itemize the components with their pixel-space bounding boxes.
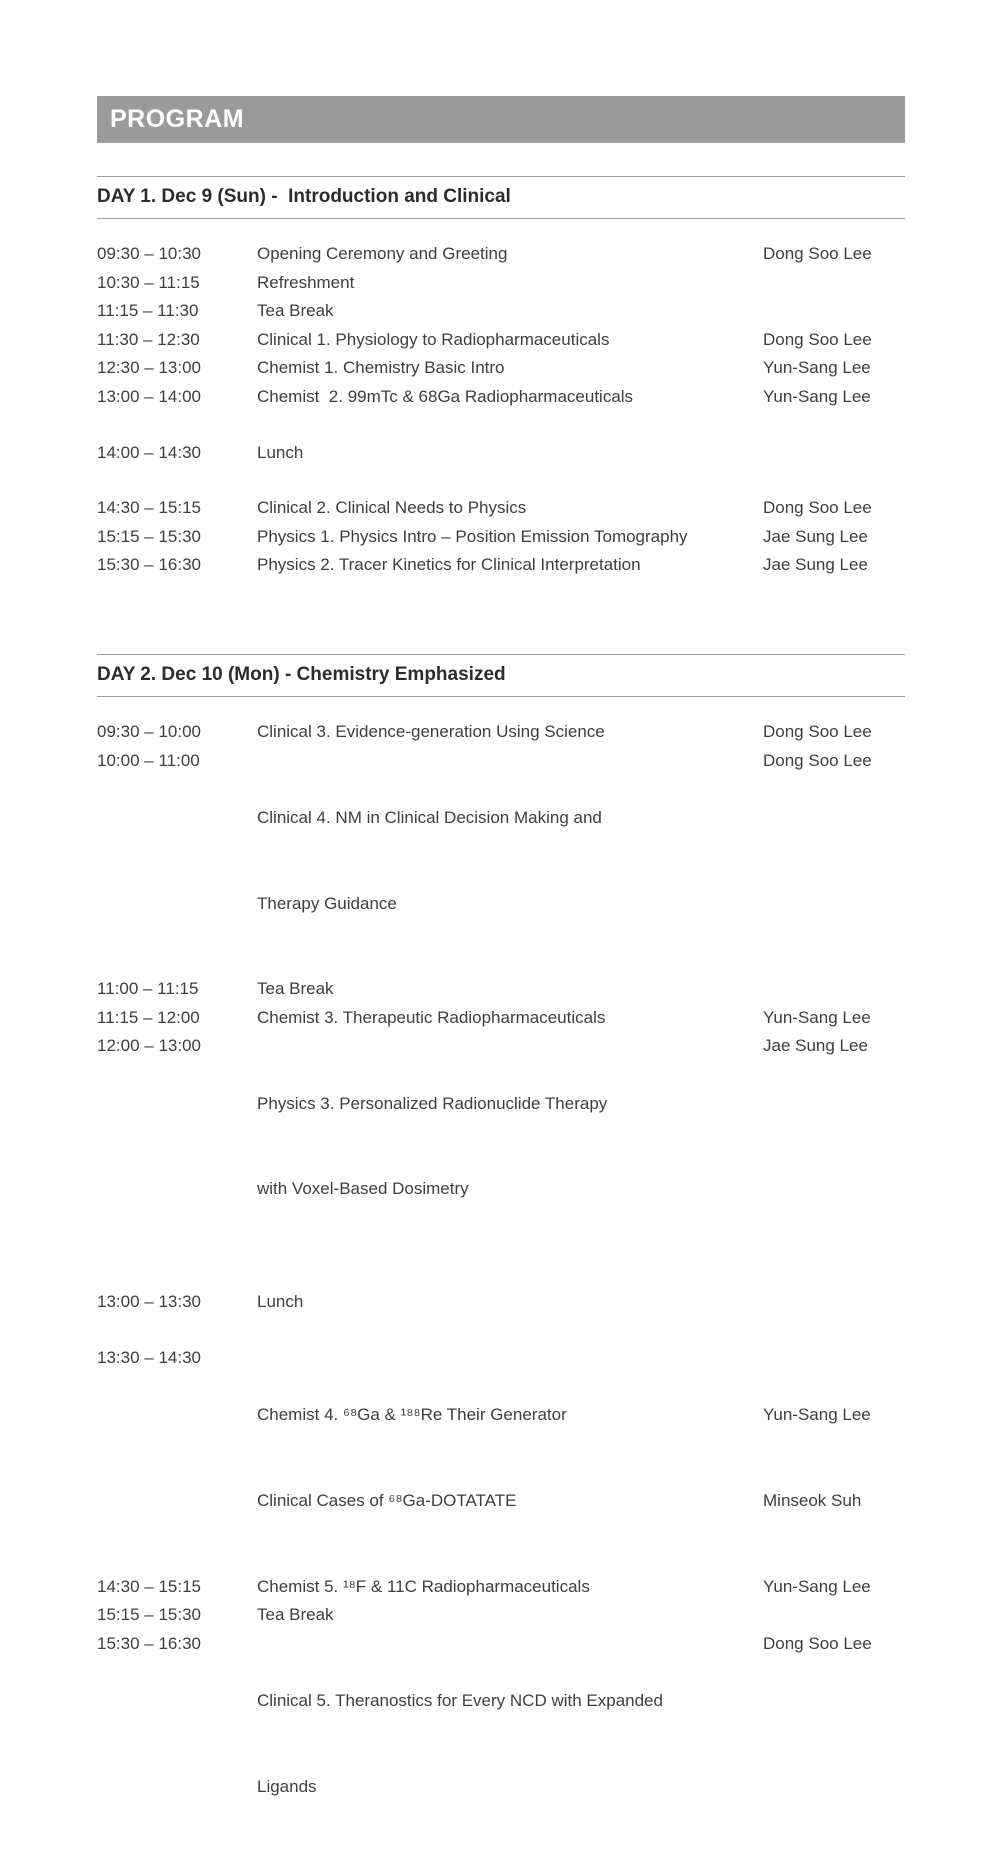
day1-heading: DAY 1. Dec 9 (Sun) - Introduction and Clinical: [97, 176, 905, 219]
day1-section: [97, 176, 905, 580]
day2-schedule: [97, 697, 905, 1859]
session-title: Refreshment: [257, 272, 355, 292]
speaker-name: [763, 1344, 905, 1573]
schedule-row: [97, 326, 905, 355]
session-title: Lunch: [257, 1292, 304, 1312]
session-title: [257, 747, 763, 976]
time-range: 11:30 – 12:30: [97, 329, 200, 349]
schedule-row: [97, 439, 905, 468]
schedule-row: [97, 297, 905, 326]
schedule-row: [97, 383, 905, 412]
speaker-name: Jae Sung Lee: [763, 526, 868, 546]
schedule-row: [97, 269, 905, 298]
session-title: Chemist 3. Therapeutic Radiopharmaceuticals: [257, 1007, 606, 1027]
session-title: Tea Break: [257, 1605, 334, 1625]
session-title-line2: Ligands: [257, 1776, 317, 1796]
time-range: 14:00 – 14:30: [97, 442, 201, 462]
schedule-row: [97, 1601, 905, 1630]
schedule-row: [97, 1630, 905, 1859]
session-title-line1: Chemist 4. ⁶⁸Ga & ¹⁸⁸Re Their Generator: [257, 1405, 567, 1424]
speaker-name: Dong Soo Lee: [763, 721, 872, 741]
speaker-name-line1: Yun-Sang Lee: [763, 1405, 871, 1424]
time-range: 12:30 – 13:00: [97, 358, 201, 378]
time-range: 15:15 – 15:30: [97, 1605, 201, 1625]
time-range: 09:30 – 10:00: [97, 721, 201, 741]
speaker-name-line2: Minseok Suh: [763, 1490, 862, 1510]
session-title: Tea Break: [257, 301, 334, 321]
time-range: 10:00 – 11:00: [97, 750, 200, 770]
time-range: 14:30 – 15:15: [97, 1576, 201, 1596]
schedule-row: [97, 747, 905, 976]
schedule-row: [97, 718, 905, 747]
schedule-row: [97, 551, 905, 580]
time-range: 11:15 – 11:30: [97, 301, 199, 321]
time-range: 13:00 – 13:30: [97, 1292, 201, 1312]
row-spacer: [97, 1261, 905, 1288]
speaker-name: Yun-Sang Lee: [763, 1576, 871, 1596]
schedule-row: [97, 354, 905, 383]
time-range: 10:30 – 11:15: [97, 272, 200, 292]
session-title: Lunch: [257, 442, 304, 462]
session-title: Clinical 3. Evidence-generation Using Science: [257, 721, 605, 741]
schedule-row: [97, 1288, 905, 1317]
schedule-row: [97, 1573, 905, 1602]
time-range: 09:30 – 10:30: [97, 244, 201, 263]
speaker-name: Dong Soo Lee: [763, 498, 872, 518]
schedule-row: [97, 975, 905, 1004]
schedule-row: [97, 1344, 905, 1573]
speaker-name: Jae Sung Lee: [763, 1036, 868, 1056]
time-range: 14:30 – 15:15: [97, 498, 201, 518]
session-title: Opening Ceremony and Greeting: [257, 244, 508, 263]
session-title-line2: Clinical Cases of ⁶⁸Ga-DOTATATE: [257, 1490, 517, 1510]
session-title: Physics 2. Tracer Kinetics for Clinical Interpretation: [257, 555, 641, 575]
day1-schedule: [97, 219, 905, 580]
time-range: 13:00 – 14:00: [97, 386, 201, 406]
speaker-name: Dong Soo Lee: [763, 1633, 872, 1653]
schedule-row: [97, 1004, 905, 1033]
speaker-name: Dong Soo Lee: [763, 244, 872, 263]
speaker-name: Dong Soo Lee: [763, 750, 872, 770]
page-title: PROGRAM: [110, 105, 245, 133]
row-spacer: [97, 412, 905, 439]
time-range: 11:15 – 12:00: [97, 1007, 200, 1027]
row-spacer: [97, 467, 905, 494]
speaker-name: Dong Soo Lee: [763, 329, 872, 349]
time-range: 13:30 – 14:30: [97, 1347, 201, 1367]
session-title-line2: Therapy Guidance: [257, 893, 397, 913]
schedule-row: [97, 523, 905, 552]
session-title-line2: with Voxel-Based Dosimetry: [257, 1179, 469, 1199]
speaker-name: Yun-Sang Lee: [763, 1007, 871, 1027]
speaker-name: Yun-Sang Lee: [763, 386, 871, 406]
time-range: 15:30 – 16:30: [97, 1633, 201, 1653]
session-title: Physics 1. Physics Intro – Position Emission Tomography: [257, 526, 688, 546]
session-title-line1: Physics 3. Personalized Radionuclide Therapy: [257, 1093, 608, 1113]
session-title-line1: Clinical 5. Theranostics for Every NCD with Expanded: [257, 1690, 663, 1710]
session-title: Chemist 5. ¹⁸F & 11C Radiopharmaceuticals: [257, 1576, 590, 1596]
session-title: [257, 1630, 763, 1859]
session-title: Chemist 2. 99mTc & 68Ga Radiopharmaceuticals: [257, 386, 634, 406]
program-title-bar: [97, 96, 905, 143]
time-range: 11:00 – 11:15: [97, 979, 199, 999]
session-title: Clinical 1. Physiology to Radiopharmaceuticals: [257, 329, 610, 349]
session-title-line1: Clinical 4. NM in Clinical Decision Making and: [257, 807, 602, 827]
session-title: [257, 1032, 763, 1261]
schedule-row: [97, 1032, 905, 1261]
session-title: Tea Break: [257, 979, 334, 999]
row-spacer: [97, 1317, 905, 1344]
session-title: Chemist 1. Chemistry Basic Intro: [257, 358, 505, 378]
session-title: Clinical 2. Clinical Needs to Physics: [257, 498, 527, 518]
schedule-row: [97, 494, 905, 523]
session-title: [257, 1344, 763, 1573]
day2-section: [97, 654, 905, 1859]
time-range: 15:15 – 15:30: [97, 526, 201, 546]
schedule-row: [97, 240, 905, 269]
speaker-name: Yun-Sang Lee: [763, 358, 871, 378]
speaker-name: Jae Sung Lee: [763, 555, 868, 575]
time-range: 15:30 – 16:30: [97, 555, 201, 575]
day2-heading: DAY 2. Dec 10 (Mon) - Chemistry Emphasized: [97, 654, 905, 697]
time-range: 12:00 – 13:00: [97, 1036, 201, 1056]
